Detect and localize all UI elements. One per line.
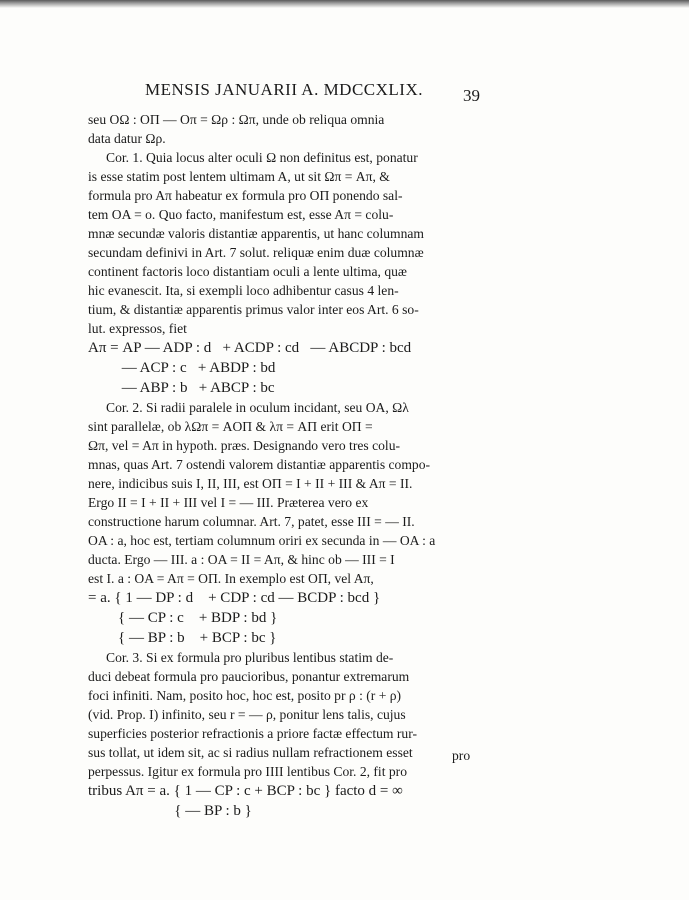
text-line: mnæ secundæ valoris distantiæ apparentis, ut hanc columnam xyxy=(88,226,425,241)
text-line: foci infiniti. Nam, posito hoc, hoc est, posito pr ρ : (r + ρ) xyxy=(88,688,402,703)
text-line: hic evanescit. Ita, si exempli loco adhibentur casus 4 len- xyxy=(88,283,399,298)
formula-line: tribus Aπ = a. { 1 — CP : c + BCP : bc } facto d = ∞ xyxy=(88,783,403,799)
formula-line: { — BP : b + BCP : bc } xyxy=(88,630,277,646)
text-line: superficies posterior refractionis a priore factæ effectum rur- xyxy=(88,726,417,741)
text-line: tem OA = o. Quo facto, manifestum est, esse Aπ = colu- xyxy=(88,207,394,222)
text-line: seu OΩ : OΠ — Oπ = Ωρ : Ωπ, unde ob reliqua omnia xyxy=(88,112,385,127)
text-line: est I. a : OA = Aπ = OΠ. In exemplo est OΠ, vel Aπ, xyxy=(88,571,374,586)
catchword: pro xyxy=(452,748,471,763)
page-top-edge-shadow xyxy=(0,0,689,8)
text-line: ducta. Ergo — III. a : OA = II = Aπ, & hinc ob — III = I xyxy=(88,552,395,567)
text-line: sus tollat, ut idem sit, ac si radius nullam refractionem esset xyxy=(88,745,413,760)
text-line: Cor. 2. Si radii paralele in oculum incidant, seu OA, Ωλ xyxy=(106,400,409,415)
text-line: Ergo II = I + II + III vel I = — III. Præterea vero ex xyxy=(88,495,369,510)
formula-line: — ABP : b + ABCP : bc xyxy=(88,380,275,396)
formula-line: Aπ = AP — ADP : d + ACDP : cd — ABCDP : bcd xyxy=(88,340,412,356)
text-line: constructione harum columnar. Art. 7, patet, esse III = — II. xyxy=(88,514,415,529)
text-line: (vid. Prop. I) infinito, seu r = — ρ, ponitur lens talis, cujus xyxy=(88,707,406,722)
text-line: is esse statim post lentem ultimam A, ut sit Ωπ = Aπ, & xyxy=(88,169,390,184)
text-line: nere, indicibus suis I, II, III, est OΠ = I + II + III & Aπ = II. xyxy=(88,476,413,491)
text-line: continent factoris loco distantiam oculi a lente ultima, quæ xyxy=(88,264,407,279)
text-line: OA : a, hoc est, tertiam columnum oriri ex secunda in — OA : a xyxy=(88,533,436,548)
text-line: Cor. 1. Quia locus alter oculi Ω non definitus est, ponatur xyxy=(106,150,418,165)
formula-line: = a. { 1 — DP : d + CDP : cd — BCDP : bcd } xyxy=(88,590,381,606)
text-line: mnas, quas Art. 7 ostendi valorem distantiæ apparentis compo- xyxy=(88,457,431,472)
text-line: duci debeat formula pro paucioribus, ponantur extremarum xyxy=(88,669,410,684)
text-line: Ωπ, vel = Aπ in hypoth. præs. Designando vero tres colu- xyxy=(88,438,401,453)
text-line: secundam definivi in Art. 7 solut. reliquæ enim duæ columnæ xyxy=(88,245,424,260)
page-number: 39 xyxy=(463,86,480,105)
formula-line: { — CP : c + BDP : bd } xyxy=(88,610,278,626)
text-line: Cor. 3. Si ex formula pro pluribus lentibus statim de- xyxy=(106,650,394,665)
text-line: data datur Ωρ. xyxy=(88,131,166,146)
text-line: perpessus. Igitur ex formula pro IIII lentibus Cor. 2, fit pro xyxy=(88,764,408,779)
running-title: MENSIS JANUARII A. MDCCXLIX. xyxy=(145,80,423,99)
text-line: tium, & distantiæ apparentis primus valor inter eos Art. 6 so- xyxy=(88,302,419,317)
formula-line: { — BP : b } xyxy=(88,803,252,819)
text-line: lut. expressos, fiet xyxy=(88,321,187,336)
formula-line: — ACP : c + ABDP : bd xyxy=(88,360,276,376)
text-line: formula pro Aπ habeatur ex formula pro OΠ ponendo sal- xyxy=(88,188,403,203)
main-text-block xyxy=(88,110,480,821)
text-line: sint parallelæ, ob λΩπ = AOΠ & λπ = AΠ erit OΠ = xyxy=(88,419,373,434)
